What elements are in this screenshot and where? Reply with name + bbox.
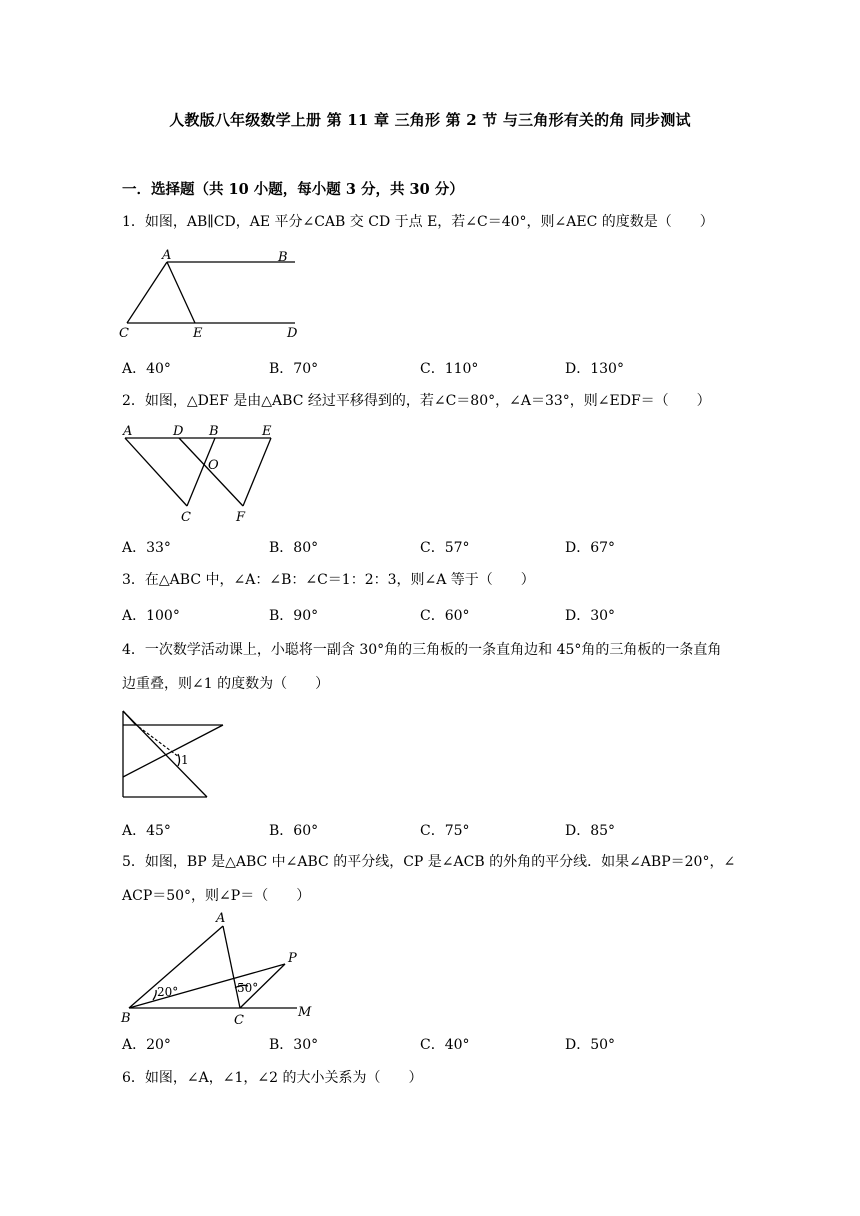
q5-option-a[interactable]: A．20°: [122, 1037, 171, 1053]
q4-option-b[interactable]: B．60°: [269, 823, 319, 839]
q1-label-a: A: [162, 248, 172, 263]
q5-option-b[interactable]: B．30°: [269, 1037, 319, 1053]
q5-label-p: P: [288, 951, 297, 966]
q3-option-d[interactable]: D．30°: [565, 608, 616, 624]
question-3-options: [122, 605, 762, 625]
question-4-text-line2: 边重叠，则∠1 的度数为（ ）: [122, 676, 330, 692]
q1-label-b: B: [278, 250, 288, 265]
q5-label-angle-20: 20°: [157, 985, 179, 999]
q5-label-c: C: [234, 1013, 244, 1028]
question-2-figure: [115, 418, 285, 528]
q4-option-c[interactable]: C．75°: [420, 823, 470, 839]
q5-option-d[interactable]: D．50°: [565, 1037, 616, 1053]
question-4-text-line1: 4．一次数学活动课上，小聪将一副含 30°角的三角板的一条直角边和 45°角的三角板的一条直角: [122, 642, 722, 658]
section-heading: 一．选择题（共 10 小题，每小题 3 分，共 30 分）: [122, 181, 464, 198]
q2-option-b[interactable]: B．80°: [269, 540, 319, 556]
q2-label-b: B: [209, 424, 219, 439]
q2-label-a: A: [123, 424, 133, 439]
question-4-options: [122, 820, 762, 840]
q4-option-d[interactable]: D．85°: [565, 823, 616, 839]
q2-label-o: O: [208, 458, 219, 473]
question-3-text: 3．在△ABC 中，∠A：∠B：∠C＝1：2：3，则∠A 等于（ ）: [122, 572, 535, 588]
question-2-options: [122, 537, 762, 557]
page-title: 人教版八年级数学上册 第 11 章 三角形 第 2 节 与三角形有关的角 同步测试: [169, 111, 691, 129]
q4-label-angle-1: 1: [181, 753, 189, 767]
question-5-options: [122, 1034, 762, 1054]
q5-label-angle-50: 50°: [237, 981, 259, 995]
question-5-figure: [115, 908, 325, 1028]
question-2-text: 2．如图，△DEF 是由△ABC 经过平移得到的，若∠C＝80°，∠A＝33°，则∠EDF＝（ ）: [122, 393, 711, 409]
q2-option-d[interactable]: D．67°: [565, 540, 616, 556]
q5-label-a: A: [216, 911, 226, 926]
question-1-text: 1．如图，AB∥CD，AE 平分∠CAB 交 CD 于点 E，若∠C＝40°，则∠AEC 的度数是（ ）: [122, 214, 714, 230]
q5-option-c[interactable]: C．40°: [420, 1037, 470, 1053]
q2-option-c[interactable]: C．57°: [420, 540, 470, 556]
q4-option-a[interactable]: A．45°: [122, 823, 171, 839]
question-1-options: [122, 358, 762, 378]
q2-label-f: F: [236, 510, 246, 525]
q5-label-m: M: [298, 1005, 312, 1020]
q3-option-c[interactable]: C．60°: [420, 608, 470, 624]
q1-option-b[interactable]: B．70°: [269, 361, 319, 377]
question-1-figure: [115, 245, 315, 345]
q1-option-c[interactable]: C．110°: [420, 361, 479, 377]
q1-label-d: D: [287, 326, 298, 341]
q2-label-e: E: [262, 424, 272, 439]
q1-label-e: E: [193, 326, 203, 341]
question-4-figure: [115, 705, 235, 805]
q1-option-d[interactable]: D．130°: [565, 361, 624, 377]
q5-label-b: B: [121, 1011, 131, 1026]
question-6-text: 6．如图，∠A，∠1，∠2 的大小关系为（ ）: [122, 1070, 423, 1086]
q2-label-d: D: [173, 424, 184, 439]
q1-label-c: C: [119, 326, 129, 341]
question-5-text-line1: 5．如图，BP 是△ABC 中∠ABC 的平分线，CP 是∠ACB 的外角的平分线．如果∠ABP＝20°，∠: [122, 854, 736, 870]
q3-option-a[interactable]: A．100°: [122, 608, 180, 624]
q3-option-b[interactable]: B．90°: [269, 608, 319, 624]
q1-option-a[interactable]: A．40°: [122, 361, 171, 377]
q2-option-a[interactable]: A．33°: [122, 540, 171, 556]
question-5-text-line2: ACP＝50°，则∠P＝（ ）: [122, 888, 311, 904]
q2-label-c: C: [181, 510, 191, 525]
